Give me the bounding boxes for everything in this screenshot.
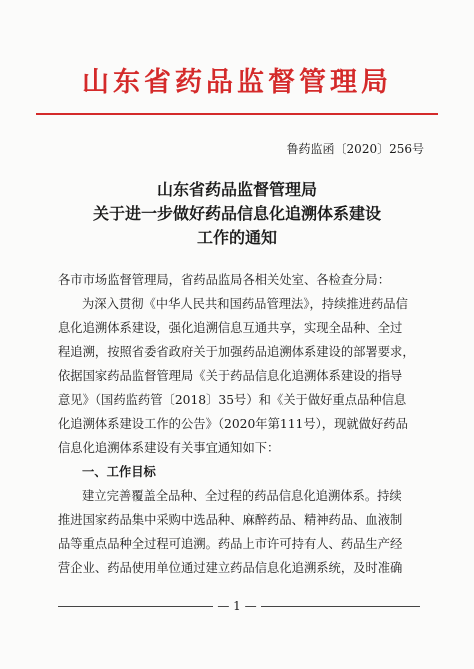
paragraph-line: 为深入贯彻《中华人民共和国药品管理法》，持续推进药品信 (82, 297, 408, 311)
document-number: 鲁药监函〔2020〕256号 (286, 142, 424, 156)
title-line-2: 关于进一步做好药品信息化追溯体系建设 (92, 204, 381, 223)
title-line-1: 山东省药品监督管理局 (156, 180, 317, 199)
paragraph-line: 推进国家药品集中采购中选品种、麻醉药品、精神药品、血液制 (58, 513, 403, 527)
paragraph-line: 品等重点品种全过程可追溯。药品上市许可持有人、药品生产经 (58, 537, 403, 551)
section-heading-goals: 一、工作目标 (82, 465, 156, 479)
section-1-paragraph (58, 484, 420, 580)
paragraph-line: 信息化追溯体系建设有关事宜通知如下： (58, 441, 280, 455)
letterhead-title: 山东省药品监督管理局 (82, 67, 392, 98)
paragraph-line: 营企业、药品使用单位通过建立药品信息化追溯系统，及时准确 (58, 561, 403, 575)
title-line-3: 工作的通知 (196, 228, 277, 247)
addressee: 各市市场监督管理局，省药品监局各相关处室、各检查分局： (58, 273, 391, 287)
document-body (58, 268, 420, 580)
notice-title (0, 178, 474, 250)
paragraph-line: 建立完善覆盖全品种、全过程的药品信息化追溯体系。持续 (82, 489, 402, 503)
page-number (0, 598, 474, 614)
paragraph-line: 化追溯体系建设工作的公告》（2020年第111号），现就做好药品 (58, 417, 408, 431)
paragraph-1 (58, 292, 420, 460)
paragraph-line: 依据国家药品监督管理局《关于药品信息化追溯体系建设的指导 (58, 369, 403, 383)
paragraph-line: 程追溯，按照省委省政府关于加强药品追溯体系建设的部署要求， (58, 345, 415, 359)
letterhead-red-rule (36, 113, 438, 115)
paragraph-line: 息化追溯体系建设，强化追溯信息互通共享，实现全品种、全过 (58, 321, 403, 335)
page-number-text: — 1 — (213, 599, 260, 613)
paragraph-line: 意见》（国药监药管〔2018〕35号）和《关于做好重点品种信息 (58, 393, 407, 407)
